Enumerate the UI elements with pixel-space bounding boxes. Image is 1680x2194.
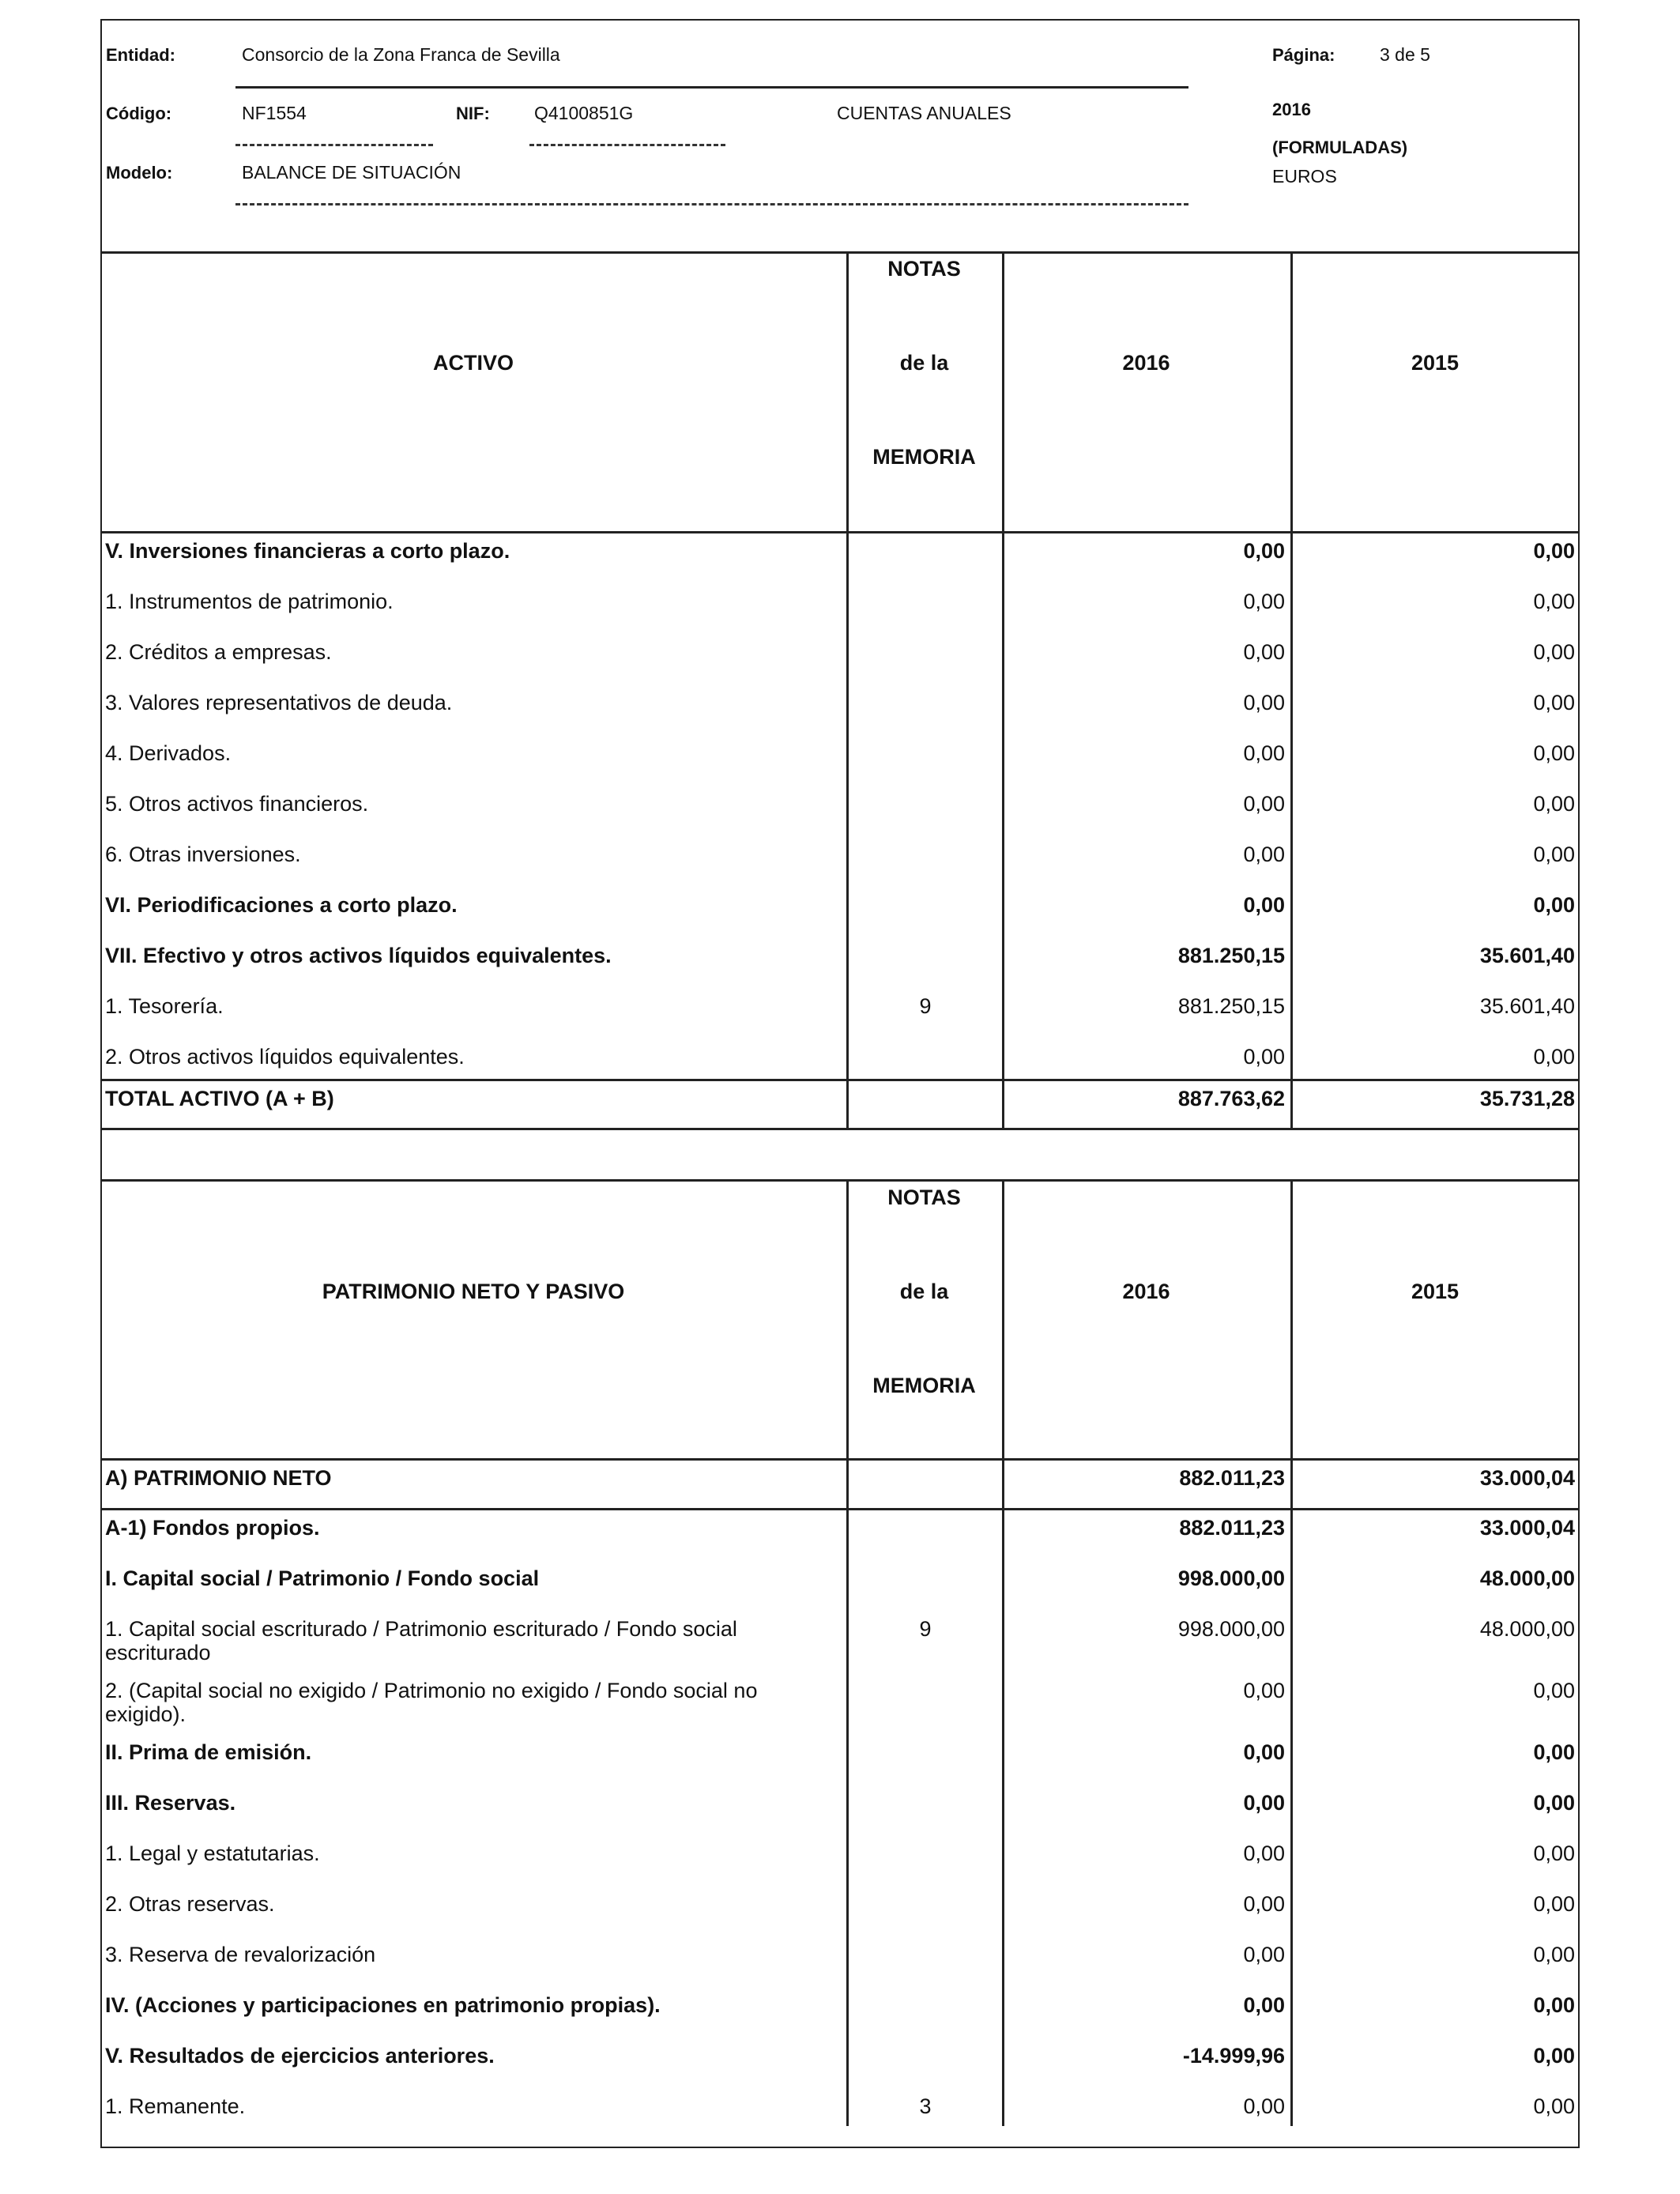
table-row <box>100 1560 1580 1610</box>
pagina-label: Página: <box>1272 45 1335 65</box>
year-2015-header: 2015 <box>1411 1280 1460 1303</box>
row-value-2015: 0,00 <box>1533 1791 1575 1815</box>
row-value-2015: 0,00 <box>1533 1740 1575 1764</box>
row-nota: 9 <box>919 1617 932 1641</box>
row-label: 1. Tesorería. <box>105 994 224 1018</box>
row-value-2016: 882.011,23 <box>1179 1466 1285 1490</box>
table-row <box>100 684 1580 734</box>
row-label: 5. Otros activos financieros. <box>105 792 369 816</box>
row-label: 2. Créditos a empresas. <box>105 640 332 664</box>
nif-underline <box>529 144 725 146</box>
row-value-2015: 0,00 <box>1533 539 1575 563</box>
year-2016-header: 2016 <box>1122 1280 1170 1303</box>
row-value-2016: 0,00 <box>1243 1892 1285 1916</box>
row-label: 2. Otros activos líquidos equivalentes. <box>105 1045 465 1069</box>
row-value-2015: 0,00 <box>1533 792 1575 816</box>
row-value-2015: 48.000,00 <box>1479 1617 1575 1641</box>
notas-header-line1: NOTAS <box>887 1186 961 1209</box>
modelo-value: BALANCE DE SITUACIÓN <box>242 162 461 183</box>
activo-title: ACTIVO <box>432 351 514 375</box>
table-row <box>100 1785 1580 1834</box>
pasivo-header-top-border <box>100 1179 1580 1182</box>
row-value-2015: 0,00 <box>1533 2044 1575 2068</box>
row-value-2015: 0,00 <box>1533 1045 1575 1069</box>
row-value-2016: 0,00 <box>1243 792 1285 816</box>
table-row <box>100 887 1580 937</box>
table-row <box>100 988 1580 1038</box>
entidad-value: Consorcio de la Zona Franca de Sevilla <box>242 44 560 65</box>
row-label: 1. Instrumentos de patrimonio. <box>105 590 394 613</box>
row-label: 2. (Capital social no exigido / Patrimonio no exigido / Fondo social no exigido). <box>105 1679 758 1726</box>
row-value-2016: 882.011,23 <box>1179 1516 1285 1540</box>
row-label: V. Resultados de ejercicios anteriores. <box>105 2044 495 2068</box>
row-value-2015: 35.601,40 <box>1479 994 1575 1018</box>
pagina-value: 3 de 5 <box>1380 44 1430 65</box>
row-value-2015: 0,00 <box>1533 1842 1575 1865</box>
notas-header-line1: NOTAS <box>887 257 961 281</box>
row-label: 3. Reserva de revalorización <box>105 1943 376 1966</box>
row-label: 6. Otras inversiones. <box>105 843 301 866</box>
row-value-2016: 0,00 <box>1243 1740 1285 1764</box>
row-value-2016: 0,00 <box>1243 590 1285 613</box>
table-row <box>100 1734 1580 1784</box>
table-row <box>100 1936 1580 1986</box>
table-row <box>100 2088 1580 2138</box>
patrimonio-neto-row <box>100 1460 1580 1510</box>
table-row <box>100 1611 1580 1672</box>
row-value-2015: 0,00 <box>1533 1679 1575 1702</box>
codigo-value: NF1554 <box>242 103 307 123</box>
row-label: 1. Capital social escriturado / Patrimonio escriturado / Fondo social escriturado <box>105 1617 737 1664</box>
table-row <box>100 1835 1580 1885</box>
row-value-2015: 0,00 <box>1533 1943 1575 1966</box>
row-value-2015: 35.601,40 <box>1479 944 1575 967</box>
row-value-2016: 998.000,00 <box>1177 1617 1285 1641</box>
row-value-2015: 0,00 <box>1533 1892 1575 1916</box>
row-value-2015: 0,00 <box>1533 1993 1575 2017</box>
modelo-underline <box>235 203 1188 205</box>
row-label: 4. Derivados. <box>105 741 232 765</box>
row-value-2015: 48.000,00 <box>1479 1566 1575 1590</box>
row-value-2016: 0,00 <box>1243 2094 1285 2118</box>
table-row <box>100 1672 1580 1734</box>
row-label: III. Reservas. <box>105 1791 236 1815</box>
row-value-2015: 0,00 <box>1533 893 1575 917</box>
header-year: 2016 <box>1272 100 1311 119</box>
row-label: A-1) Fondos propios. <box>105 1516 320 1540</box>
row-nota: 3 <box>919 2094 932 2118</box>
row-value-2016: 998.000,00 <box>1177 1566 1285 1590</box>
notas-header-line3: MEMORIA <box>872 1374 976 1397</box>
table-top-border <box>100 251 1580 254</box>
row-value-2016: 0,00 <box>1243 539 1285 563</box>
row-value-2015: 33.000,04 <box>1479 1516 1575 1540</box>
row-value-2016: 881.250,15 <box>1177 944 1285 967</box>
row-label: V. Inversiones financieras a corto plazo. <box>105 539 510 563</box>
row-value-2016: 0,00 <box>1243 640 1285 664</box>
row-value-2016: 0,00 <box>1243 691 1285 714</box>
row-label: TOTAL ACTIVO (A + B) <box>105 1087 334 1110</box>
row-value-2015: 0,00 <box>1533 741 1575 765</box>
row-value-2016: -14.999,96 <box>1182 2044 1285 2068</box>
notas-header-line2: de la <box>899 1280 949 1303</box>
table-row <box>100 1510 1580 1559</box>
row-value-2016: 0,00 <box>1243 1993 1285 2017</box>
table-row <box>100 1886 1580 1936</box>
table-row <box>100 533 1580 582</box>
codigo-label: Código: <box>106 104 172 123</box>
table-row <box>100 634 1580 684</box>
row-label: 3. Valores representativos de deuda. <box>105 691 453 714</box>
row-value-2016: 0,00 <box>1243 1045 1285 1069</box>
row-label: 1. Legal y estatutarias. <box>105 1842 320 1865</box>
table-row <box>100 786 1580 835</box>
row-label: 2. Otras reservas. <box>105 1892 275 1916</box>
year-2015-header: 2015 <box>1411 351 1460 375</box>
row-label: II. Prima de emisión. <box>105 1740 312 1764</box>
row-label: A) PATRIMONIO NETO <box>105 1466 332 1490</box>
row-value-2015: 0,00 <box>1533 843 1575 866</box>
row-value-2016: 0,00 <box>1243 741 1285 765</box>
notas-header-line3: MEMORIA <box>872 445 976 469</box>
row-label: VII. Efectivo y otros activos líquidos equivalentes. <box>105 944 612 967</box>
row-value-2015: 0,00 <box>1533 2094 1575 2118</box>
table-row <box>100 2038 1580 2087</box>
row-label: IV. (Acciones y participaciones en patrimonio propias). <box>105 1993 661 2017</box>
row-value-2016: 881.250,15 <box>1177 994 1285 1018</box>
row-value-2016: 0,00 <box>1243 1791 1285 1815</box>
entidad-label: Entidad: <box>106 45 175 65</box>
year-2016-header: 2016 <box>1122 351 1170 375</box>
formuladas-label: (FORMULADAS) <box>1272 138 1408 157</box>
cuentas-anuales: CUENTAS ANUALES <box>837 103 1011 123</box>
row-value-2015: 0,00 <box>1533 691 1575 714</box>
row-label: 1. Remanente. <box>105 2094 246 2118</box>
nif-label: NIF: <box>456 104 490 123</box>
row-value-2015: 35.731,28 <box>1479 1087 1575 1110</box>
codigo-underline <box>235 144 433 146</box>
row-value-2016: 0,00 <box>1243 1842 1285 1865</box>
header-rule <box>235 86 1188 89</box>
row-value-2016: 0,00 <box>1243 1943 1285 1966</box>
row-label: I. Capital social / Patrimonio / Fondo social <box>105 1566 540 1590</box>
table-row <box>100 1987 1580 2037</box>
table-row <box>100 735 1580 785</box>
table-row <box>100 836 1580 886</box>
pasivo-title: PATRIMONIO NETO Y PASIVO <box>322 1280 625 1303</box>
row-value-2016: 0,00 <box>1243 843 1285 866</box>
row-value-2016: 887.763,62 <box>1177 1087 1285 1110</box>
row-value-2015: 0,00 <box>1533 590 1575 613</box>
euros-label: EUROS <box>1272 166 1337 187</box>
row-nota: 9 <box>919 994 932 1018</box>
modelo-label: Modelo: <box>106 163 173 183</box>
row-value-2016: 0,00 <box>1243 1679 1285 1702</box>
table-row <box>100 937 1580 987</box>
notas-header-line2: de la <box>899 351 949 375</box>
row-value-2015: 0,00 <box>1533 640 1575 664</box>
total-activo-row <box>100 1080 1580 1130</box>
nif-value: Q4100851G <box>534 103 634 123</box>
row-value-2016: 0,00 <box>1243 893 1285 917</box>
table-row <box>100 583 1580 633</box>
row-value-2015: 33.000,04 <box>1479 1466 1575 1490</box>
row-label: VI. Periodificaciones a corto plazo. <box>105 893 458 917</box>
